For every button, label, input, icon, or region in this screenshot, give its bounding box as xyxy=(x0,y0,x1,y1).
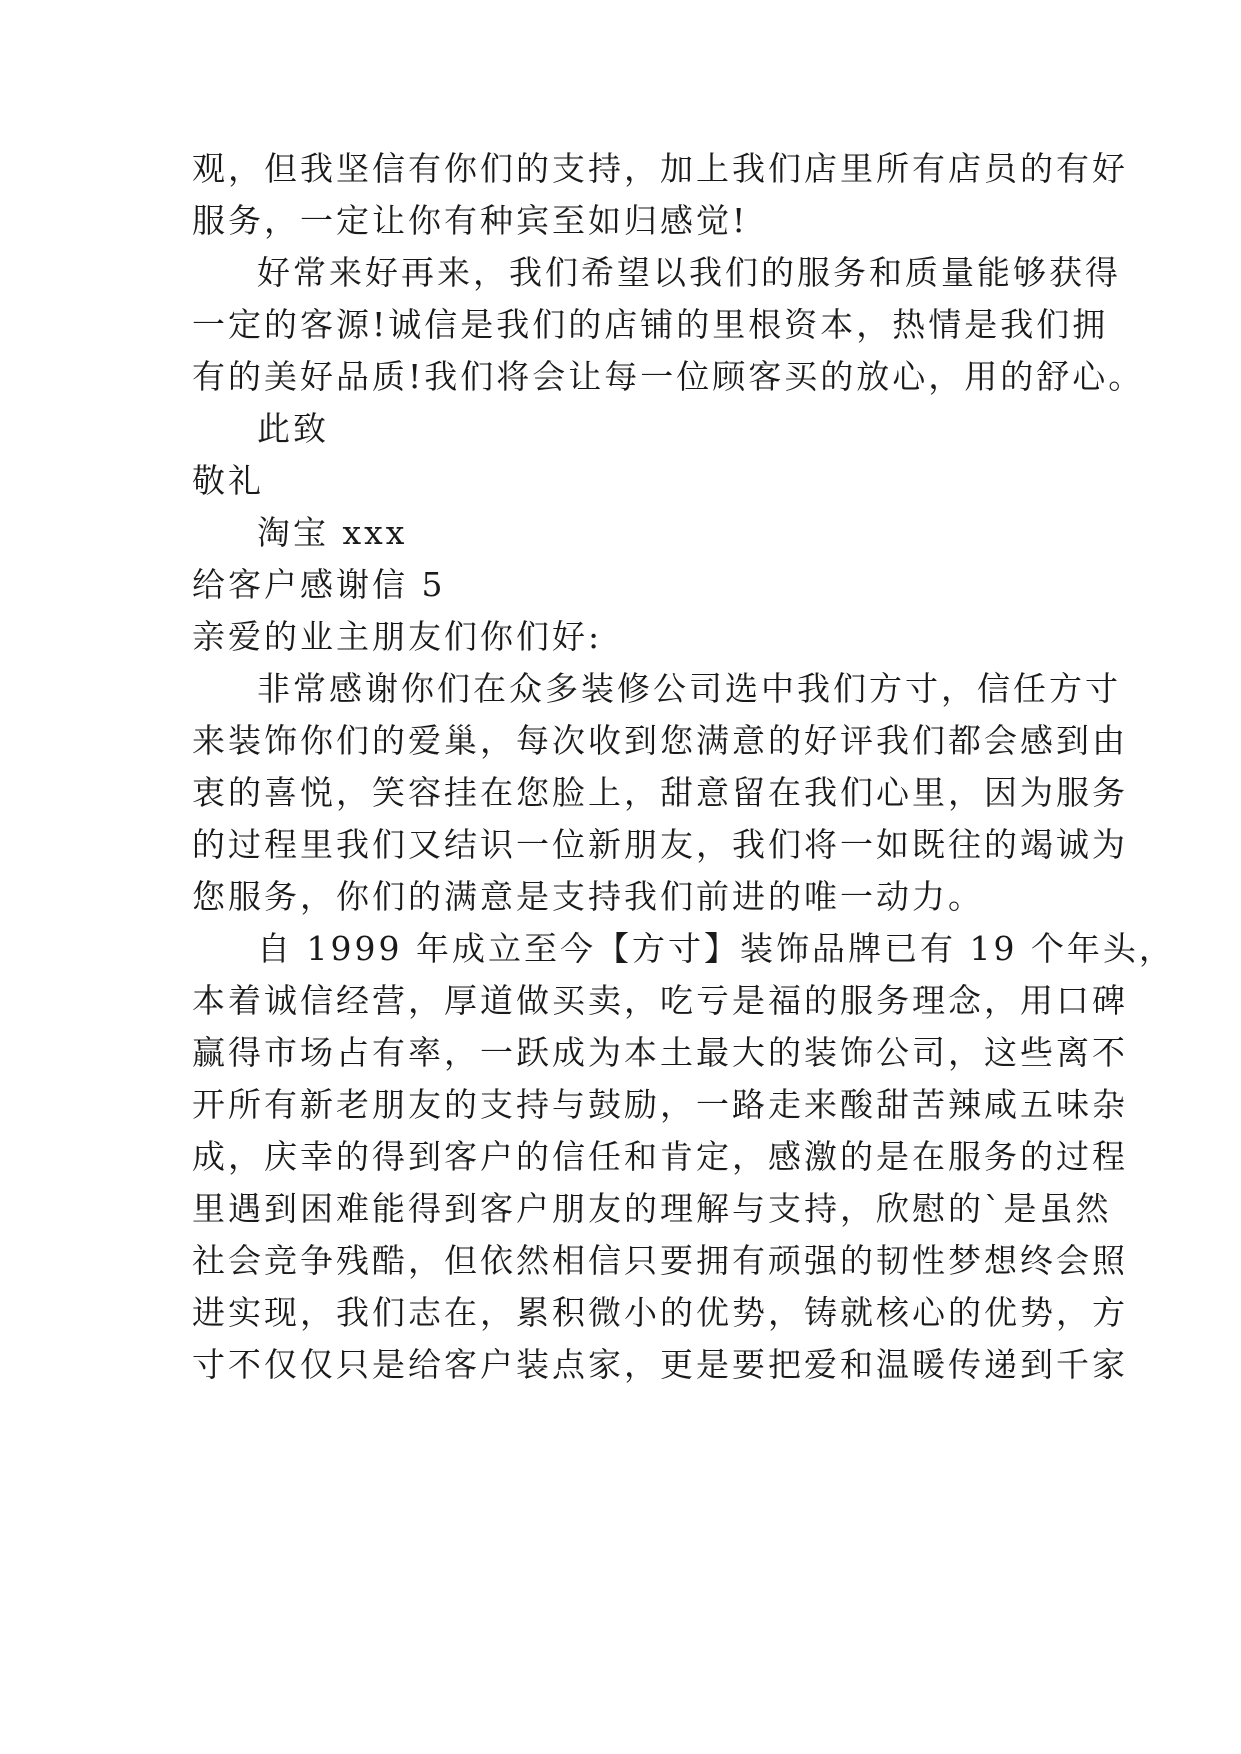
body-text-line: 观，但我坚信有你们的支持，加上我们店里所有店员的有好 xyxy=(192,149,1128,188)
body-text-line: 服务，一定让你有种宾至如归感觉! xyxy=(192,201,749,240)
body-text-line: 来装饰你们的爱巢，每次收到您满意的好评我们都会感到由 xyxy=(192,721,1128,760)
closing-salutation: 此致 xyxy=(257,409,329,448)
body-text-line: 的过程里我们又结识一位新朋友，我们将一如既往的竭诚为 xyxy=(192,825,1128,864)
paragraph-start-line: 自 1999 年成立至今【方寸】装饰品牌已有 19 个年头， xyxy=(257,929,1175,968)
body-text-line: 本着诚信经营，厚道做买卖，吃亏是福的服务理念，用口碑 xyxy=(192,981,1128,1020)
body-text-line: 开所有新老朋友的支持与鼓励，一路走来酸甜苦辣咸五味杂 xyxy=(192,1085,1128,1124)
body-text-line: 您服务，你们的满意是支持我们前进的唯一动力。 xyxy=(192,877,984,916)
closing-regards: 敬礼 xyxy=(192,461,264,500)
body-text-line: 进实现，我们志在，累积微小的优势，铸就核心的优势，方 xyxy=(192,1293,1128,1332)
greeting-line: 亲爱的业主朋友们你们好: xyxy=(192,617,603,656)
body-text-line: 里遇到困难能得到客户朋友的理解与支持，欣慰的`是虽然 xyxy=(192,1189,1112,1228)
paragraph-start-line: 好常来好再来，我们希望以我们的服务和质量能够获得 xyxy=(257,253,1121,292)
body-text-line: 寸不仅仅只是给客户装点家，更是要把爱和温暖传递到千家 xyxy=(192,1345,1128,1384)
paragraph-start-line: 非常感谢你们在众多装修公司选中我们方寸，信任方寸 xyxy=(257,669,1121,708)
body-text-line: 社会竞争残酷，但依然相信只要拥有顽强的韧性梦想终会照 xyxy=(192,1241,1128,1280)
body-text-line: 成，庆幸的得到客户的信任和肯定，感激的是在服务的过程 xyxy=(192,1137,1128,1176)
section-title: 给客户感谢信 5 xyxy=(192,565,446,604)
signature-line: 淘宝 xxx xyxy=(257,513,408,552)
body-text-line: 赢得市场占有率，一跃成为本土最大的装饰公司，这些离不 xyxy=(192,1033,1128,1072)
body-text-line: 衷的喜悦，笑容挂在您脸上，甜意留在我们心里，因为服务 xyxy=(192,773,1128,812)
body-text-line: 有的美好品质!我们将会让每一位顾客买的放心，用的舒心。 xyxy=(192,357,1145,396)
body-text-line: 一定的客源!诚信是我们的店铺的里根资本，热情是我们拥 xyxy=(192,305,1109,344)
